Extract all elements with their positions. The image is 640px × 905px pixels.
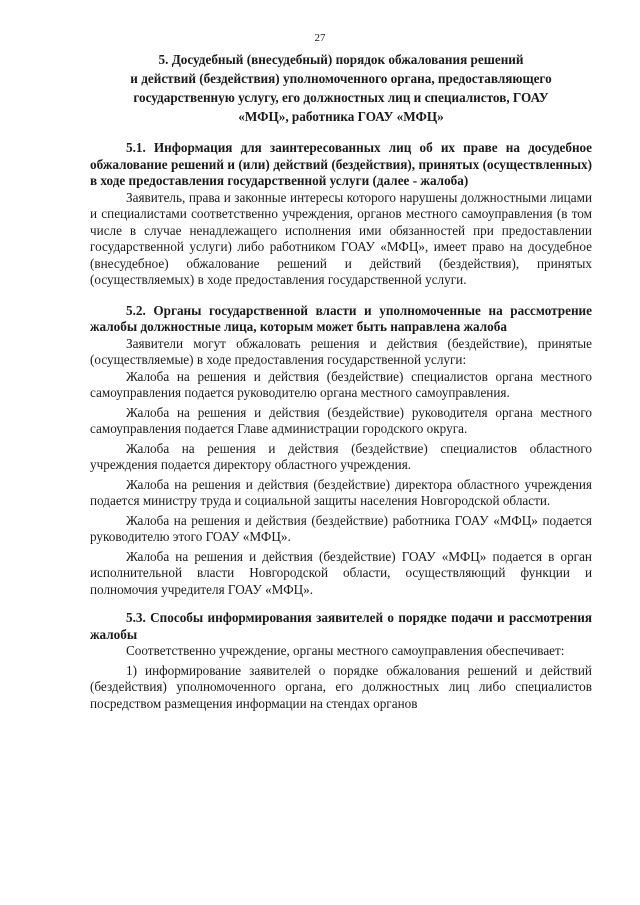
- section-5-2-paragraph: Жалоба на решения и действия (бездействие) специалистов органа местного самоуправления подается руководителю органа местного самоуправления.: [90, 368, 592, 400]
- section-5-2-paragraph: Жалоба на решения и действия (бездействие) специалистов областного учреждения подается директору областного учреждения.: [90, 440, 592, 472]
- section-5-2-paragraph: Жалоба на решения и действия (бездействие) ГОАУ «МФЦ» подается в орган исполнительной власти Новгородской области, осуществляющий функции и полномочия учредителя ГОАУ «МФЦ».: [90, 548, 592, 597]
- section-5-2-paragraph: Жалоба на решения и действия (бездействие) руководителя органа местного самоуправления подается Главе администрации городского округа.: [90, 404, 592, 436]
- section-5-3-heading: 5.3. Способы информирования заявителей о порядке подачи и рассмотрения жалобы: [90, 610, 592, 642]
- section-5-2-heading: 5.2. Органы государственной власти и уполномоченные на рассмотрение жалобы должностные лица, которым может быть направлена жалоба: [90, 302, 592, 334]
- section-5-3-paragraph: 1) информирование заявителей о порядке обжалования решений и действий (бездействия) уполномоченного органа, его должностных лиц либо специалистов посредством размещения информации на стендах органов: [90, 662, 592, 711]
- section-5-2-paragraph: Заявители могут обжаловать решения и действия (бездействие), принятые (осуществляемые) в ходе предоставления государственной услуги:: [90, 335, 592, 367]
- chapter-title: [90, 50, 592, 126]
- section-5-2-paragraph: Жалоба на решения и действия (бездействие) работника ГОАУ «МФЦ» подается руководителю этого ГОАУ «МФЦ».: [90, 512, 592, 544]
- section-5-2-paragraph: Жалоба на решения и действия (бездействие) директора областного учреждения подается министру труда и социальной защиты населения Новгородской области.: [90, 476, 592, 508]
- section-5-1-heading: 5.1. Информация для заинтересованных лиц об их праве на досудебное обжалование решений и (или) действий (бездействия), принятых (осуществленных) в ходе предоставления государственной услуги (далее - жалоба): [90, 140, 592, 188]
- chapter-title-line: «МФЦ», работника ГОАУ «МФЦ»: [238, 109, 444, 124]
- page-number: 27: [314, 32, 326, 44]
- chapter-title-line: государственную услугу, его должностных лиц и специалистов, ГОАУ: [133, 90, 549, 105]
- chapter-title-line: 5. Досудебный (внесудебный) порядок обжалования решений: [158, 52, 524, 67]
- document-body: [90, 50, 592, 712]
- section-5-1-paragraph: Заявитель, права и законные интересы которого нарушены должностными лицами и специалистами соответственно учреждения, органов местного самоуправления (в том числе в случае ненадлежащего исполнения ими обязанностей при предоставлении государственной услуги) либо работником ГОАУ «МФЦ», имеет право на досудебное (внесудебное) обжалование решений и действий (бездействия), принятых (осуществляемых) в ходе предоставления государственной услуги.: [90, 189, 592, 287]
- section-5-3-paragraph: Соответственно учреждение, органы местного самоуправления обеспечивает:: [126, 643, 565, 658]
- chapter-title-line: и действий (бездействия) уполномоченного органа, предоставляющего: [130, 71, 552, 86]
